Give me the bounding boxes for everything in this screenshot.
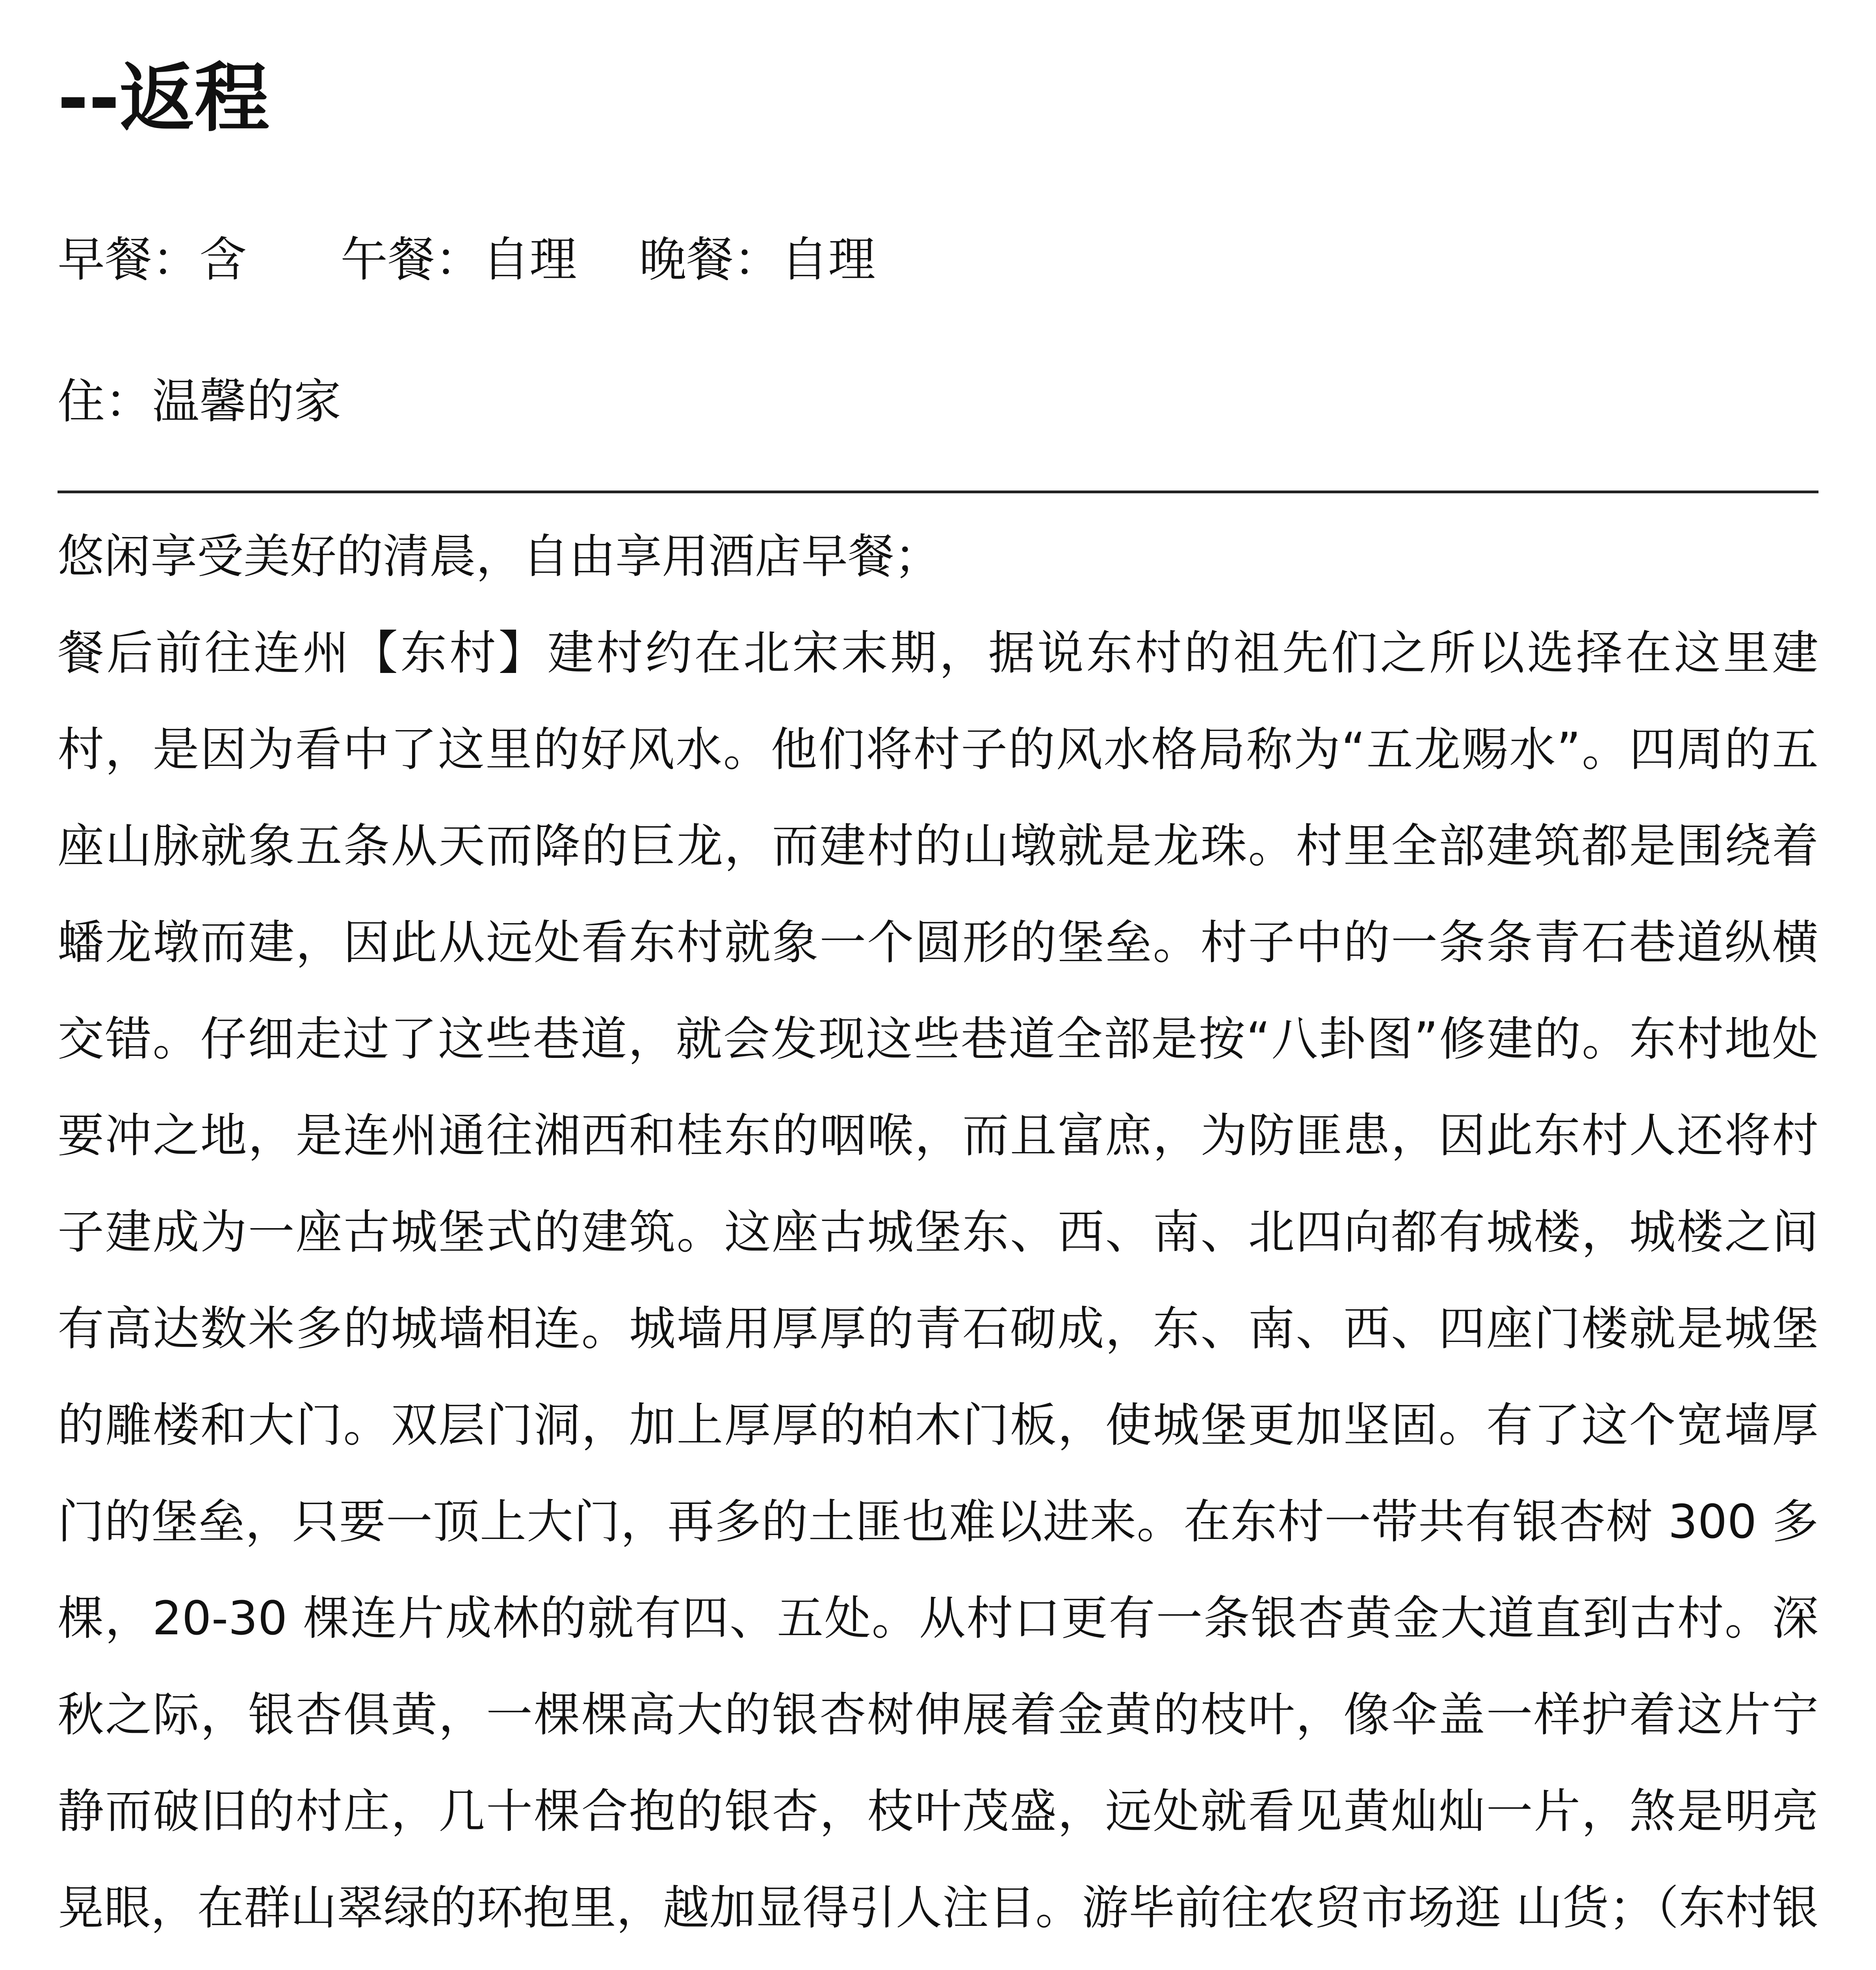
meal-dinner: 晚餐：自理 bbox=[639, 232, 876, 287]
itinerary-description bbox=[58, 508, 1818, 1970]
itinerary-page bbox=[58, 0, 1818, 1970]
divider-line bbox=[58, 491, 1818, 493]
meals-row bbox=[58, 225, 875, 296]
itinerary-paragraph-dongcun: 餐后前往连州【东村】建村约在北宋末期，据说东村的祖先们之所以选择在这里建村，是因为看中了这里的好风水。他们将村子的风水格局称为“五龙赐水”。四周的五座山脉就象五条从天而降的巨龙，而建村的山墩就是龙珠。村里全部建筑都是围绕着蟠龙墩而建，因此从远处看东村就象一个圆形的堡垒。村子中的一条条青石巷道纵横交错。仔细走过了这些巷道，就会发现这些巷道全部是按“八卦图”修建的。东村地处要冲之地，是连州通往湘西和桂东的咽喉，而且富庶，为防匪患，因此东村人还将村子建成为一座古城堡式的建筑。这座古城堡东、西、南、北四向都有城楼，城楼之间有高达数米多的城墙相连。城墙用厚厚的青石砌成，东、南、西、四座门楼就是城堡的雕楼和大门。双层门洞，加上厚厚的柏木门板，使城堡更加坚固。有了这个宽墙厚门的堡垒，只要一顶上大门，再多的土匪也难以进来。在东村一带共有银杏树 300 多棵，20-30 棵连片成林的就有四、五处。从村口更有一条银杏黄金大道直到古村。深秋之际，银杏俱黄，一棵棵高大的银杏树伸展着金黄的枝叶，像伞盖一样护着这片宁静而破旧的村庄，几十棵合抱的银杏，枝叶茂盛，远处就看见黄灿灿一片，煞是明亮晃眼，在群山翠绿的环抱里，越加显得引人注目。游毕前往农贸市场逛 山货；（东村银 bbox=[58, 626, 1818, 1935]
itinerary-paragraph-breakfast: 悠闲享受美好的清晨，自由享用酒店早餐； bbox=[58, 529, 941, 584]
meal-breakfast: 早餐：含 bbox=[58, 232, 247, 287]
day-title: --返程 bbox=[58, 55, 269, 142]
accommodation: 住：温馨的家 bbox=[58, 374, 341, 429]
meal-lunch: 午餐：自理 bbox=[340, 232, 577, 287]
